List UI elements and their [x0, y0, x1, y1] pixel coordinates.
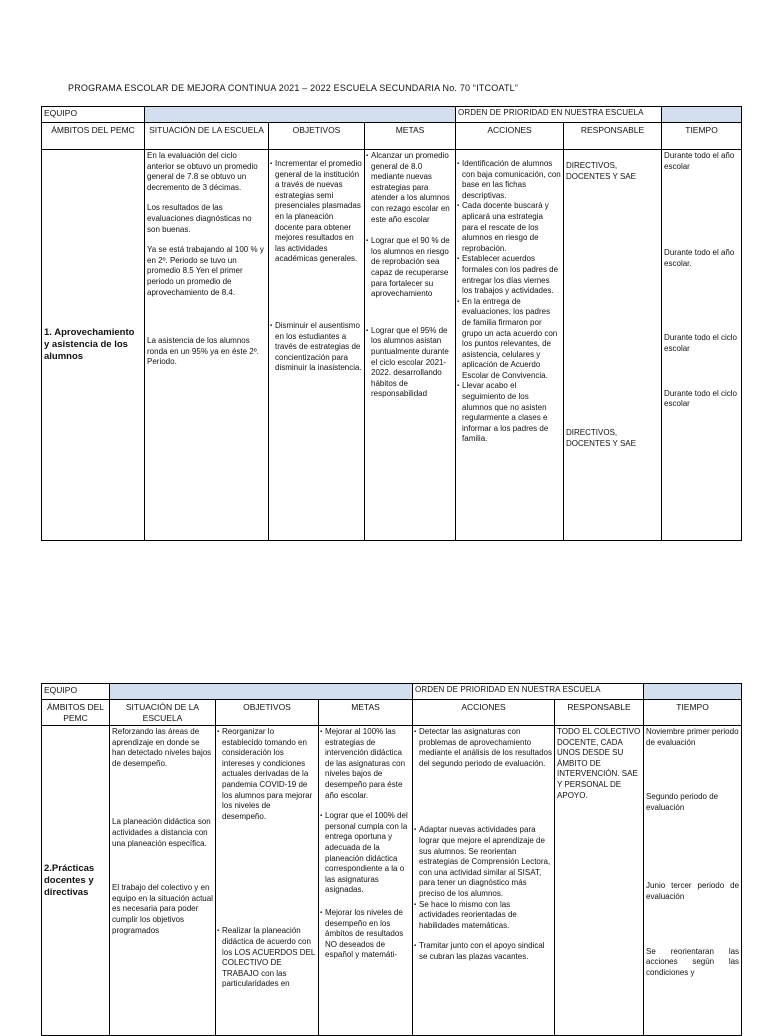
pemc-table-aprovechamiento [41, 106, 742, 541]
equipo-label: EQUIPO [42, 107, 145, 123]
metas-cell [365, 150, 456, 541]
responsable-cell [564, 150, 662, 541]
acciones-cell [456, 150, 564, 541]
metas-cell [319, 726, 413, 1036]
tiempo-text: Durante todo el ciclo escolar [664, 388, 737, 409]
tiempo-text: Durante todo el año escolar. [664, 248, 735, 268]
header-situacion: SITUACIÓN DE LA ESCUELA [110, 700, 216, 726]
document-title: PROGRAMA ESCOLAR DE MEJORA CONTINUA 2021 – 2022 ESCUELA SECUNDARIA No. 70 “ITCOATL” [68, 83, 519, 93]
header-ambitos: ÁMBITOS DEL PEMC [42, 123, 145, 150]
situacion-text: En la evaluación del ciclo anterior se obtuvo un promedio general de 7.8 se obtuvo un decremento de 3 décimas. [147, 151, 258, 192]
objetivo-item: ▪ Reorganizar lo establecido tomando en consideración los intereses y condiciones actuales derivadas de la pandemia COVID-19 de los alumnos para mejorar los niveles de desempeño. [218, 727, 316, 822]
tiempo-text: Durante todo el año escolar [664, 151, 735, 171]
tiempo-text: Junio tercer periodo de evaluación [646, 881, 740, 901]
accion-item: ▪ Detectar las asignaturas con problemas de aprovechamiento mediante el análisis de los resultados del segundo periodo de evaluación. [415, 727, 552, 769]
situacion-text: Reforzando las áreas de aprendizaje en donde se han detectado niveles bajos de desempeño. [112, 727, 212, 768]
tiempo-text: Noviembre primer periodo de evaluación [646, 727, 739, 747]
meta-item: ▪ Mejorar al 100% las estrategias de intervención didáctica de las asignaturas con niveles bajos de desempeño para éste año escolar. [321, 727, 410, 801]
accion-item: ▪ Tramitar junto con el apoyo sindical se cubran las plazas vacantes. [415, 941, 552, 962]
accion-item: ▪ En la entrega de evaluaciones, los padres de familia firmaron por grupo un acta acuerdo con los puntos relevantes, de asistencia, celulares y aplicación de Acuerdo Escolar de Convivencia. [458, 297, 561, 382]
meta-item: ▪ Lograr que el 95% de los alumnos asistan puntualmente durante el ciclo escolar 2021-2022. desarrollando hábitos de responsabilidad [367, 326, 453, 400]
objetivos-cell [269, 150, 365, 541]
situacion-text: Los resultados de las evaluaciones diagnósticas no son buenas. [147, 203, 252, 234]
situacion-text: El trabajo del colectivo y en equipo en la situación actual es necesaria para poder cumplir los objetivos programados [112, 883, 213, 935]
header-acciones: ACCIONES [456, 123, 564, 150]
objetivos-cell [216, 726, 319, 1036]
situacion-text: La asistencia de los alumnos ronda en un 95% ya en éste 2º. Periodo. [147, 336, 259, 367]
equipo-field[interactable] [110, 684, 413, 700]
header-objetivos: OBJETIVOS [269, 123, 365, 150]
header-metas: METAS [365, 123, 456, 150]
header-situacion: SITUACIÓN DE LA ESCUELA [145, 123, 269, 150]
accion-item: ▪ Cada docente buscará y aplicará una estrategia para el rescate de los alumnos en riesgo de reprobación. [458, 201, 561, 254]
pemc-table-practicas [41, 683, 742, 1036]
accion-item: ▪ Establecer acuerdos formales con los padres de entregar los días viernes los trabajos y actividades. [458, 254, 561, 296]
situacion-text: Ya se está trabajando al 100 % y en 2º. Periodo se tuvo un promedio 8.5 Yen el primer periodo un promedio de aprovechamiento de 8.4. [147, 245, 264, 297]
equipo-label: EQUIPO [42, 684, 110, 700]
acciones-cell [413, 726, 555, 1036]
responsable-text: TODO EL COLECTIVO DOCENTE, CADA UNOS DESDE SU ÁMBITO DE INTERVENCIÓN. SAE Y PERSONAL DE APOYO. [557, 727, 641, 800]
header-tiempo: TIEMPO [662, 123, 742, 150]
header-responsable: RESPONSABLE [555, 700, 644, 726]
priority-field[interactable] [644, 684, 742, 700]
ambito-cell: 2.Prácticas docentes y directivas [42, 726, 110, 1036]
header-metas: METAS [319, 700, 413, 726]
priority-label: ORDEN DE PRIORIDAD EN NUESTRA ESCUELA [456, 107, 662, 123]
header-ambitos: ÁMBITOS DEL PEMC [42, 700, 110, 726]
meta-item: ▪ Alcanzar un promedio general de 8.0 mediante nuevas estrategias para atender a los alumnos con rezago escolar en este año escolar [367, 151, 453, 225]
ambito-cell: 1. Aprovechamiento y asistencia de los alumnos [42, 150, 145, 541]
tiempo-text: Durante todo el ciclo escolar [664, 333, 737, 353]
equipo-field[interactable] [145, 107, 456, 123]
accion-item: ▪ Llevar acabo el seguimiento de los alumnos que no asisten regularmente a clases e informar a los padres de familia. [458, 381, 561, 445]
meta-item: ▪ Lograr que el 100% del personal cumpla con la entrega oportuna y adecuada de la planeación didáctica correspondiente a la o las asignaturas asignadas. [321, 811, 410, 896]
accion-item: ▪ Se hace lo mismo con las actividades reorientadas de habilidades matemáticas. [415, 900, 552, 932]
tiempo-cell [662, 150, 742, 541]
header-tiempo: TIEMPO [644, 700, 742, 726]
meta-item: ▪ Lograr que el 90 % de los alumnos en riesgo de reprobación sea capaz de recuperarse para fortalecer su aprovechamiento [367, 236, 453, 300]
responsable-text: DIRECTIVOS, DOCENTES Y SAE [566, 428, 636, 448]
priority-field[interactable] [662, 107, 742, 123]
meta-item: ▪ Mejorar los niveles de desempeño en los ámbitos de resultados NO deseados de español y matemáti- [321, 908, 410, 961]
tiempo-text: Se reorientaran las acciones según las condiciones y [646, 946, 740, 977]
situacion-text: La planeación didáctica son actividades a distancia con una planeación específica. [112, 817, 211, 848]
objetivo-item: ▪ Disminuir el ausentismo en los estudiantes a través de estrategias de concientización para disminuir la inasistencia. [271, 321, 362, 374]
priority-label: ORDEN DE PRIORIDAD EN NUESTRA ESCUELA [413, 684, 644, 700]
situacion-cell [145, 150, 269, 541]
tiempo-text: Segundo periodo de evaluación [646, 792, 719, 812]
objetivo-item: ▪ Realizar la planeación didáctica de acuerdo con los LOS ACUERDOS DEL COLECTIVO DE TRABAJO con las particularidades en [218, 926, 316, 990]
header-acciones: ACCIONES [413, 700, 555, 726]
accion-item: ▪ Adaptar nuevas actividades para lograr que mejore el aprendizaje de sus alumnos. Se reorientan estrategias de Comprensión Lectora, con una actividad similar al SISAT, para tener un diagnóstico más preciso de los alumnos. [415, 825, 552, 899]
accion-item: ▪ Identificación de alumnos con baja comunicación, con base en las fichas descriptivas. [458, 159, 561, 201]
header-responsable: RESPONSABLE [564, 123, 662, 150]
responsable-cell [555, 726, 644, 1036]
header-objetivos: OBJETIVOS [216, 700, 319, 726]
objetivo-item: ▪ Incrementar el promedio general de la institución a través de nuevas estrategias semi presenciales plasmadas en la planeación docente para obtener mejores resultados en las actividades académicas generales. [271, 159, 362, 265]
responsable-text: DIRECTIVOS, DOCENTES Y SAE [566, 161, 636, 181]
tiempo-cell [644, 726, 742, 1036]
situacion-cell [110, 726, 216, 1036]
